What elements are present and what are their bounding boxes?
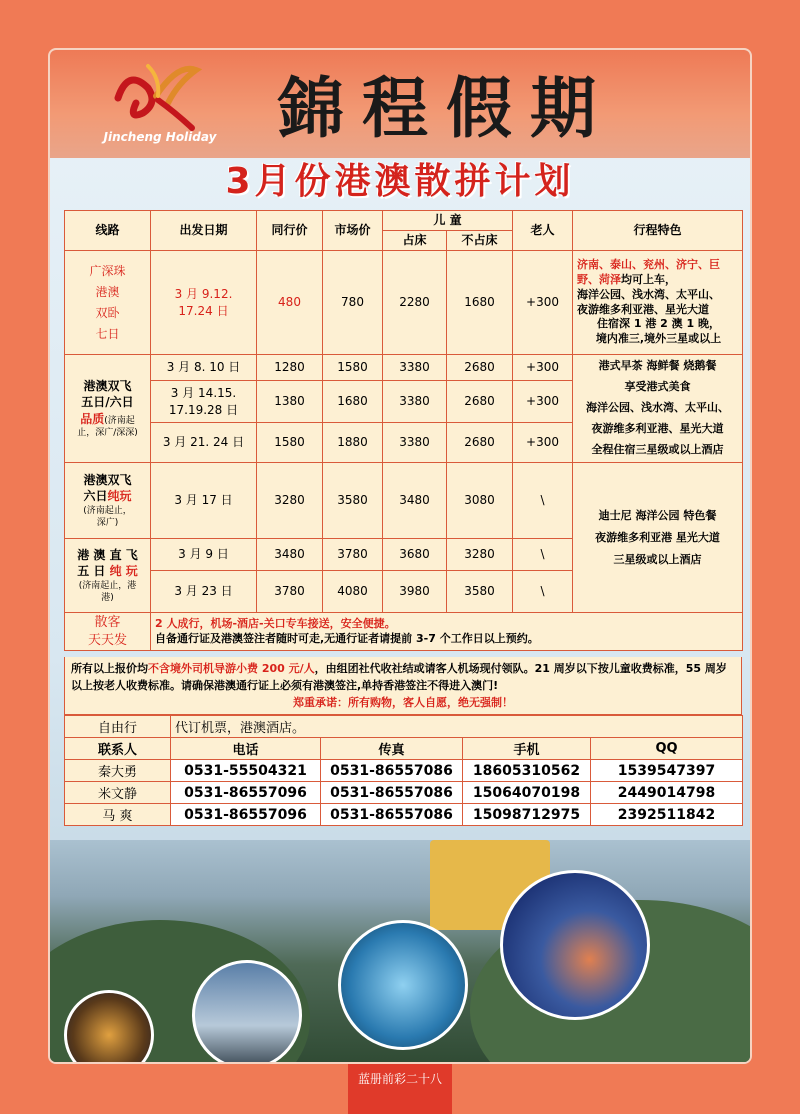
child-nobed-price: 2680	[447, 381, 513, 423]
child-nobed-price: 2680	[447, 355, 513, 381]
free-travel-label: 自由行	[65, 716, 171, 738]
child-nobed-price: 3280	[447, 539, 513, 571]
col-peer-price: 同行价	[257, 211, 323, 251]
senior-price: \	[513, 571, 573, 613]
child-bed-price: 2280	[383, 251, 447, 355]
peer-price: 1380	[257, 381, 323, 423]
features-cell: 港式早茶 海鲜餐 烧鹅餐 享受港式美食 海洋公园、浅水湾、太平山、 夜游维多利亚港、星光大道 全程住宿三星级或以上酒店	[573, 355, 743, 463]
market-price: 1880	[323, 423, 383, 463]
child-bed-price: 3380	[383, 355, 447, 381]
header-contact: 联系人	[65, 738, 171, 760]
col-features: 行程特色	[573, 211, 743, 251]
header-mobile: 手机	[463, 738, 591, 760]
itinerary-table	[64, 210, 743, 651]
child-nobed-price: 3580	[447, 571, 513, 613]
date-cell: 3 月 23 日	[151, 571, 257, 613]
child-bed-price: 3380	[383, 381, 447, 423]
child-nobed-price: 1680	[447, 251, 513, 355]
route-cell: 港澳双飞 六日纯玩 (济南起止， 深广)	[65, 463, 151, 539]
peer-price: 1580	[257, 423, 323, 463]
date-cell: 3 月 17 日	[151, 463, 257, 539]
plan-title: 3月份港澳散拼计划	[225, 161, 575, 202]
contact-table	[64, 715, 743, 826]
senior-price: +300	[513, 423, 573, 463]
child-bed-price: 3480	[383, 463, 447, 539]
contact-row: 秦大勇 0531-55504321 0531-86557086 18605310562 1539547397	[65, 760, 743, 782]
jincheng-logo-icon	[108, 58, 204, 134]
child-nobed-price: 3080	[447, 463, 513, 539]
coral-reef-photo	[500, 870, 650, 1020]
header-qq: QQ	[591, 738, 743, 760]
child-bed-price: 3980	[383, 571, 447, 613]
market-price: 1580	[323, 355, 383, 381]
route-cell: 港 澳 直 飞 五 日 纯 玩 (济南起止，港 港)	[65, 539, 151, 613]
features-cell: 济南、泰山、兖州、济宁、巨野、菏泽均可上车， 海洋公园、浅水湾、太平山、 夜游维多利亚港、星光大道 住宿深 1 港 2 澳 1 晚， 境内准三,境外三星或以上	[573, 251, 743, 355]
col-route: 线路	[65, 211, 151, 251]
senior-price: +300	[513, 355, 573, 381]
header-phone: 电话	[171, 738, 321, 760]
brand-title: 錦程假期	[278, 69, 614, 147]
market-price: 3780	[323, 539, 383, 571]
aquarium-photo	[338, 920, 468, 1050]
page-footer: 蓝册前彩二十八	[348, 1064, 452, 1114]
contact-row: 马 爽 0531-86557096 0531-86557086 15098712975 2392511842	[65, 804, 743, 826]
market-price: 3580	[323, 463, 383, 539]
peer-price: 3780	[257, 571, 323, 613]
date-cell: 3 月 21. 24 日	[151, 423, 257, 463]
walkin-note: 2 人成行，机场-酒店-关口专车接送，安全便捷。 自备通行证及港澳签注者随时可走,无通行证者请提前 3-7 个工作日以上预约。	[151, 613, 743, 651]
route-cell: 广深珠 港澳 双卧 七日	[65, 251, 151, 355]
col-date: 出发日期	[151, 211, 257, 251]
senior-price: +300	[513, 381, 573, 423]
date-cell: 3 月 9 日	[151, 539, 257, 571]
market-price: 1680	[323, 381, 383, 423]
features-cell: 迪士尼 海洋公园 特色餐 夜游维多利亚港 星光大道 三星级或以上酒店	[573, 463, 743, 613]
free-travel-text: 代订机票，港澳酒店。	[171, 716, 743, 738]
price-notes: 所有以上报价均不含境外司机导游小费 200 元/人，由组团社代收社结或请客人机场现付领队。21 周岁以下按儿童收费标准，55 周岁以上按老人收费标准。请确保港澳通行证上必须有港澳签注,单持香港签注不得进入澳门! 郑重承诺：所有购物，客人自愿，绝无强制！	[64, 657, 742, 715]
peer-price: 480	[257, 251, 323, 355]
logo-text: Jincheng Holiday	[103, 130, 217, 144]
date-cell: 3 月 8. 10 日	[151, 355, 257, 381]
child-nobed-price: 2680	[447, 423, 513, 463]
senior-price: \	[513, 539, 573, 571]
col-market-price: 市场价	[323, 211, 383, 251]
header-banner	[50, 50, 750, 158]
col-child-bed: 占床	[383, 231, 447, 251]
peer-price: 3480	[257, 539, 323, 571]
scenery-photo	[50, 840, 750, 1064]
senior-price: \	[513, 463, 573, 539]
peer-price: 1280	[257, 355, 323, 381]
brochure-page	[48, 48, 752, 1064]
route-cell: 港澳双飞 五日/六日 品质(济南起 止，深广/深深)	[65, 355, 151, 463]
col-senior: 老人	[513, 211, 573, 251]
child-bed-price: 3380	[383, 423, 447, 463]
child-bed-price: 3680	[383, 539, 447, 571]
contact-row: 米文静 0531-86557096 0531-86557086 15064070198 2449014798	[65, 782, 743, 804]
market-price: 780	[323, 251, 383, 355]
route-cell: 散客 天天发	[65, 613, 151, 651]
peak-view-photo	[192, 960, 302, 1064]
col-child-nobed: 不占床	[447, 231, 513, 251]
header-fax: 传真	[321, 738, 463, 760]
col-child: 儿 童	[383, 211, 513, 231]
promise-line: 郑重承诺：所有购物，客人自愿，绝无强制！	[293, 696, 513, 710]
senior-price: +300	[513, 251, 573, 355]
date-cell: 3 月 14.15. 17.19.28 日	[151, 381, 257, 423]
market-price: 4080	[323, 571, 383, 613]
date-cell: 3 月 9.12. 17.24 日	[151, 251, 257, 355]
peer-price: 3280	[257, 463, 323, 539]
